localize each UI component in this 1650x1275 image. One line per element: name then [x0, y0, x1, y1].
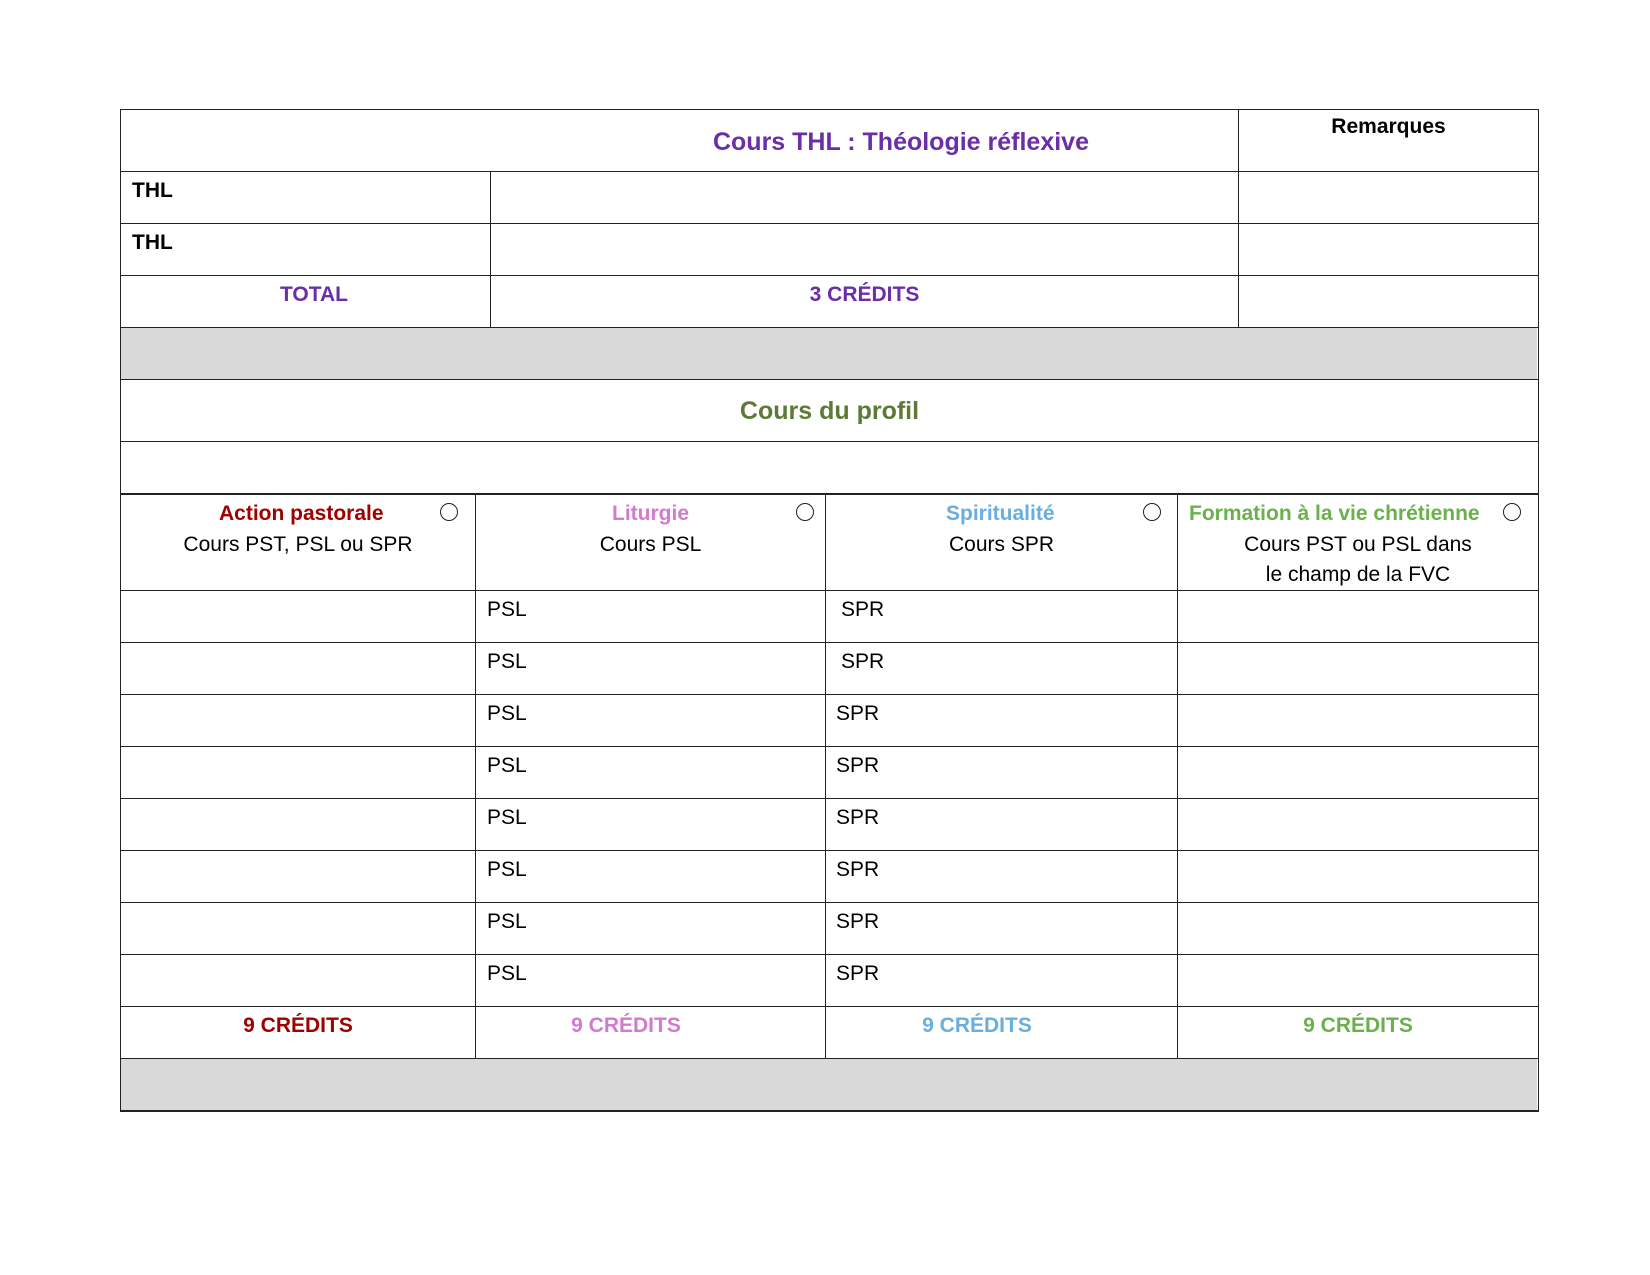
- spr-cell: SPR: [836, 962, 880, 985]
- thl-total-label: TOTAL: [279, 283, 349, 306]
- psl-cell: PSL: [487, 806, 527, 829]
- separator-band-bottom: [121, 1059, 1537, 1111]
- psl-cell: PSL: [487, 754, 527, 777]
- credits-spiritualite: 9 CRÉDITS: [922, 1014, 1032, 1037]
- credits-action-pastorale: 9 CRÉDITS: [243, 1014, 353, 1037]
- radio-spiritualite[interactable]: [1143, 503, 1161, 521]
- psl-cell: PSL: [487, 910, 527, 933]
- spr-cell: SPR: [836, 858, 880, 881]
- spr-cell: SPR: [836, 754, 880, 777]
- thl-row-label: THL: [132, 179, 173, 202]
- column-subtitle-spiritualite: Cours SPR: [948, 533, 1055, 556]
- thl-total-credits: 3 CRÉDITS: [809, 283, 920, 306]
- psl-cell: PSL: [487, 702, 527, 725]
- column-subtitle-formation-line2: le champ de la FVC: [1265, 563, 1451, 586]
- column-title-formation-vie-chretienne: Formation à la vie chrétienne: [1189, 502, 1480, 525]
- psl-cell: PSL: [487, 858, 527, 881]
- spr-cell: SPR: [836, 806, 880, 829]
- column-title-spiritualite: Spiritualité: [946, 502, 1055, 525]
- credits-formation-vie-chretienne: 9 CRÉDITS: [1303, 1014, 1413, 1037]
- psl-cell: PSL: [487, 598, 527, 621]
- remarks-header: Remarques: [1331, 115, 1446, 138]
- credits-liturgie: 9 CRÉDITS: [571, 1014, 681, 1037]
- radio-formation-vie-chretienne[interactable]: [1503, 503, 1521, 521]
- profile-section-title: Cours du profil: [739, 397, 920, 425]
- spr-cell: SPR: [836, 910, 880, 933]
- spr-cell: SPR: [841, 598, 885, 621]
- psl-cell: PSL: [487, 650, 527, 673]
- radio-action-pastorale[interactable]: [440, 503, 458, 521]
- psl-cell: PSL: [487, 962, 527, 985]
- column-title-action-pastorale: Action pastorale: [219, 502, 384, 525]
- separator-band-top: [121, 328, 1537, 379]
- thl-section-title: Cours THL : Théologie réflexive: [712, 128, 1089, 156]
- column-subtitle-formation-line1: Cours PST ou PSL dans: [1244, 533, 1472, 556]
- column-subtitle-action-pastorale: Cours PST, PSL ou SPR: [183, 533, 413, 556]
- spr-cell: SPR: [841, 650, 885, 673]
- column-title-liturgie: Liturgie: [612, 502, 689, 525]
- thl-row-label: THL: [132, 231, 173, 254]
- spr-cell: SPR: [836, 702, 880, 725]
- radio-liturgie[interactable]: [796, 503, 814, 521]
- column-subtitle-liturgie: Cours PSL: [599, 533, 702, 556]
